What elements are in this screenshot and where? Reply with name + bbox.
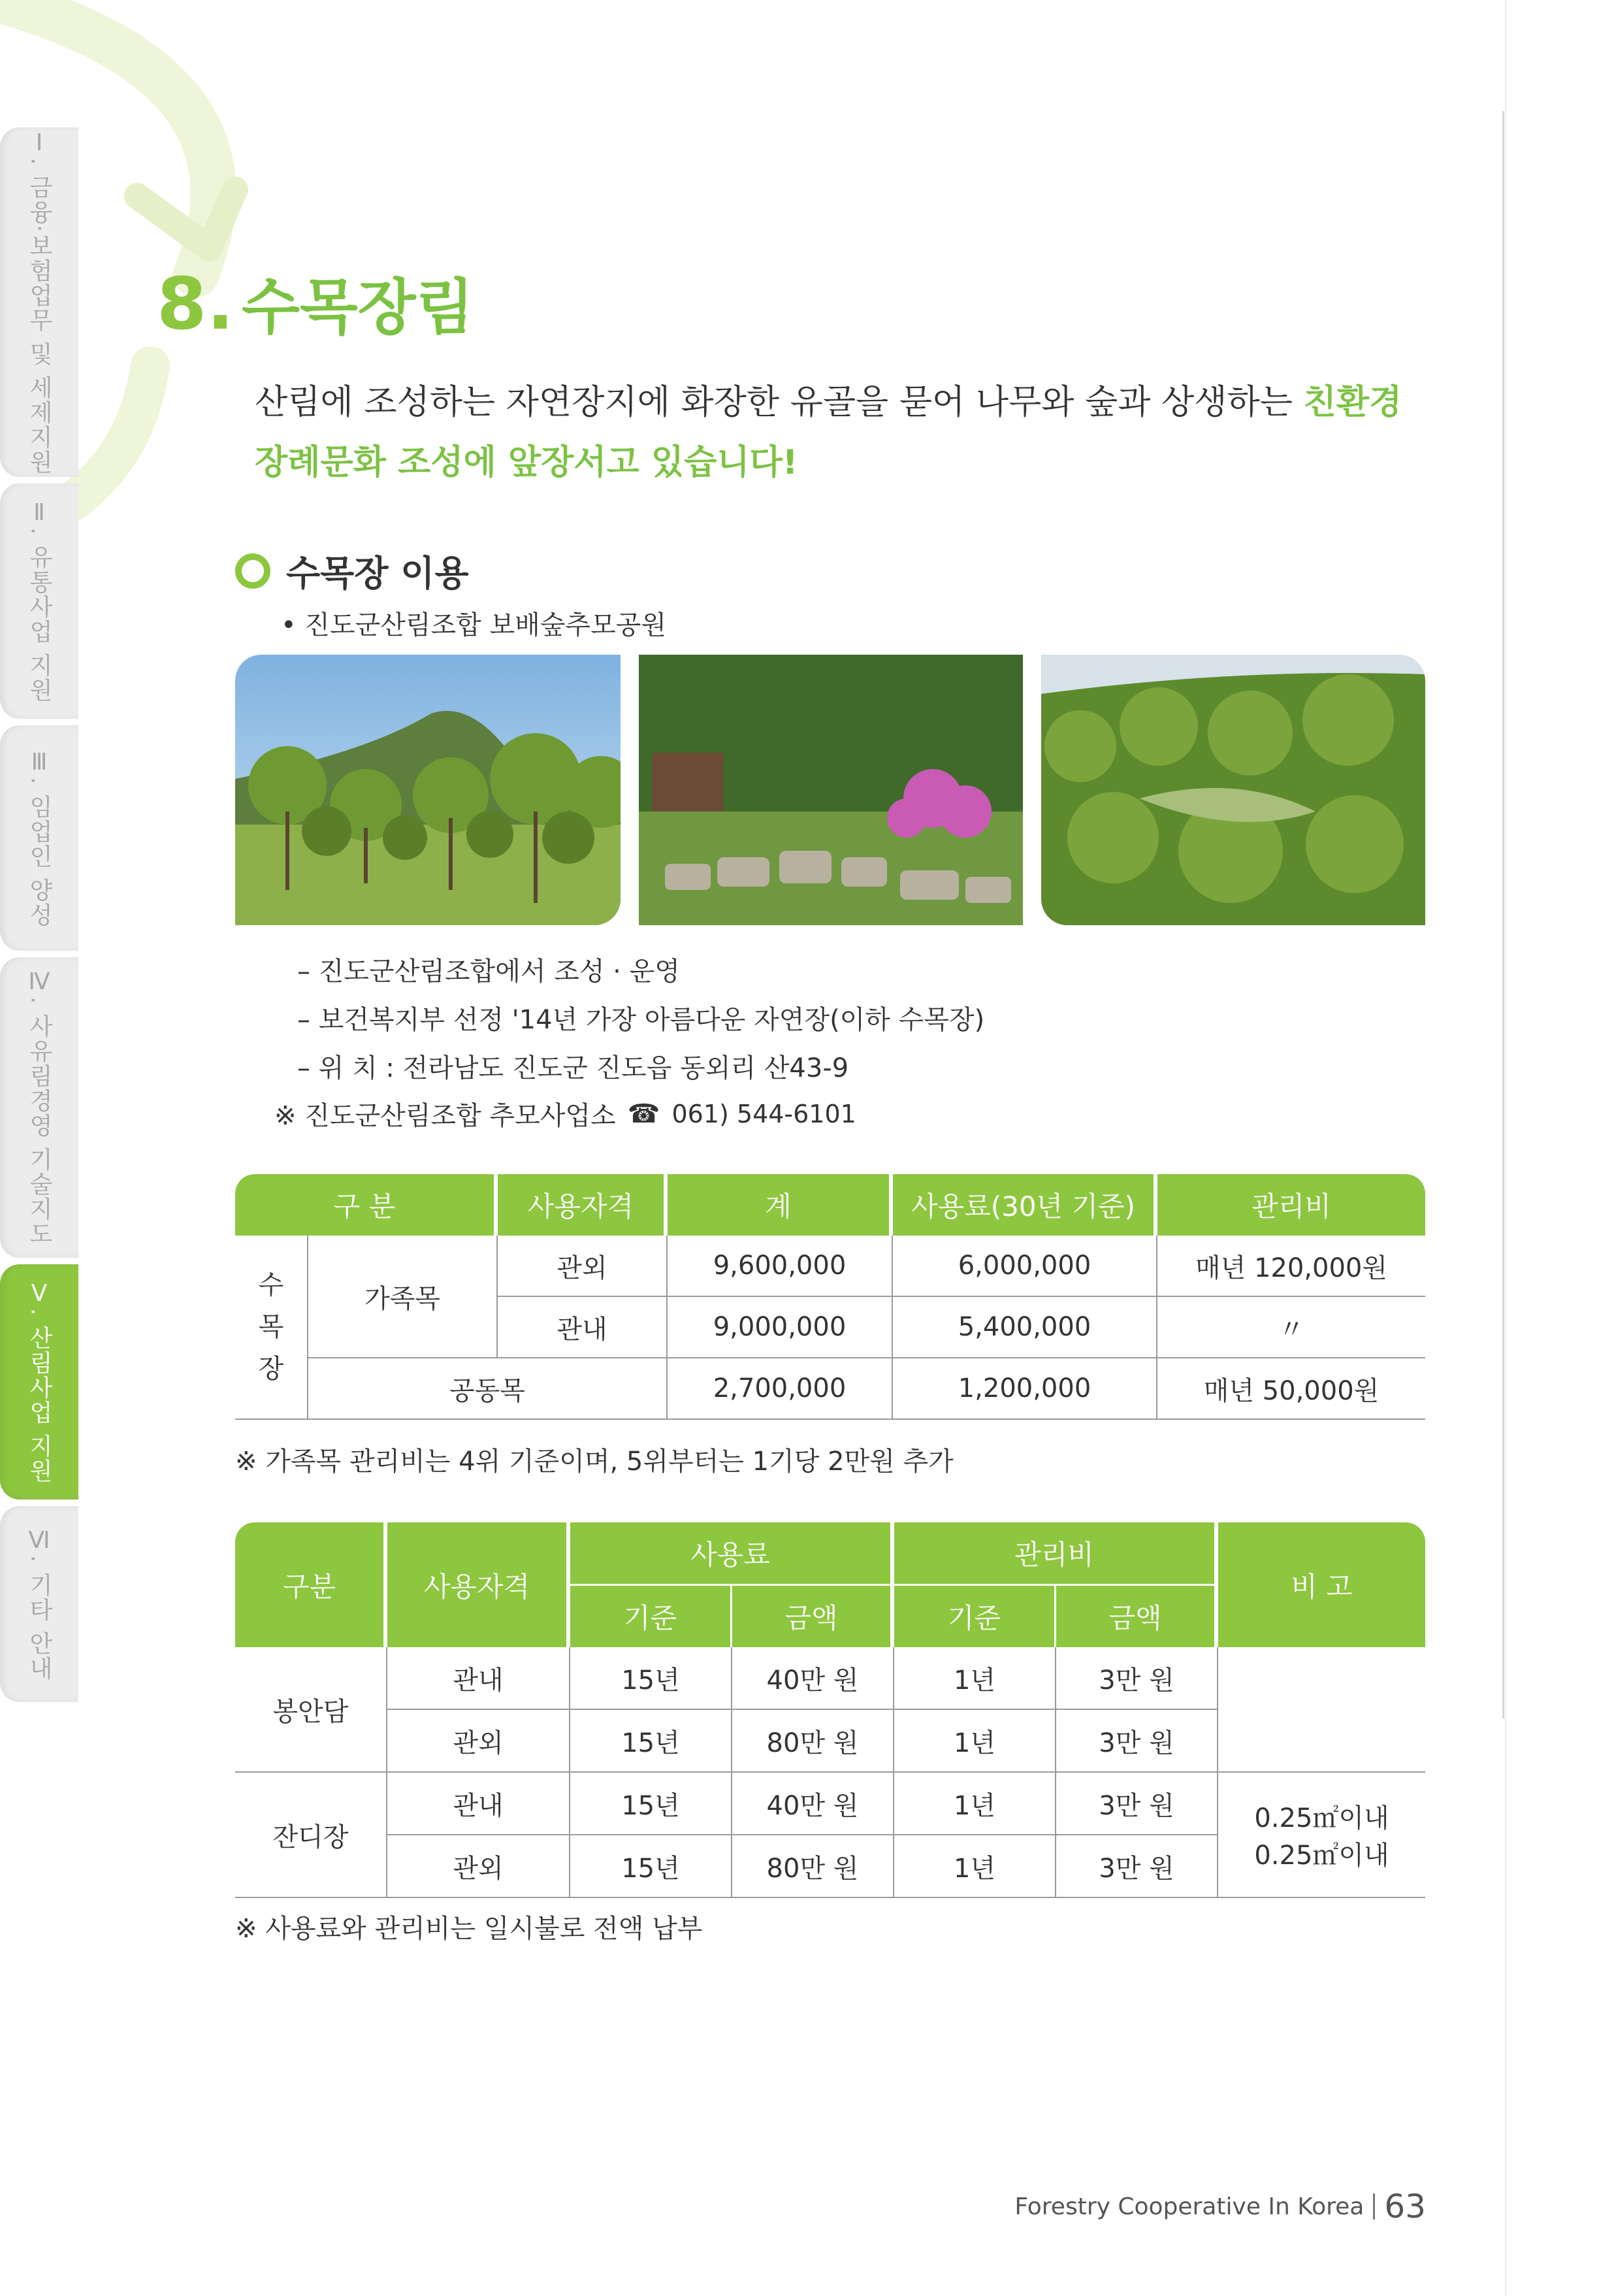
type-label-lawn-burial: 잔디장 xyxy=(235,1773,387,1898)
table-cell: 2,700,000 xyxy=(668,1358,893,1420)
group-char: 수 xyxy=(258,1270,284,1300)
table-cell: 1년 xyxy=(894,1835,1056,1898)
header-qualification: 사용자격 xyxy=(387,1522,570,1647)
tab-label: Ⅱ. 유통사업 지원 xyxy=(25,499,53,703)
tab-label: Ⅳ. 사유림경영 기술지도 xyxy=(25,968,53,1247)
intro-text: 산림에 조성하는 자연장지에 화장한 유골을 묻어 나무와 숲과 상생하는 xyxy=(255,383,1304,422)
table-cell: 매년 50,000원 xyxy=(1157,1358,1425,1420)
header-qualification: 사용자격 xyxy=(498,1174,668,1236)
page-footer xyxy=(1014,2188,1426,2225)
tab-chapter-6[interactable] xyxy=(0,1506,78,1702)
header-fee-basis: 기준 xyxy=(570,1584,732,1647)
header-mgmt-amount: 금액 xyxy=(1056,1584,1218,1647)
header-usage-fee: 사용료(30년 기준) xyxy=(893,1174,1157,1236)
family-tree-label: 가족목 xyxy=(308,1236,498,1358)
table-cell: 1년 xyxy=(894,1647,1056,1710)
table-cell: 15년 xyxy=(570,1647,732,1710)
table-cell: 매년 120,000원 xyxy=(1157,1236,1425,1297)
facility-name: • 진도군산림조합 보배숲추모공원 xyxy=(281,610,666,640)
header-fee-amount: 금액 xyxy=(732,1584,894,1647)
tab-chapter-3[interactable] xyxy=(0,725,78,951)
group-char: 목 xyxy=(258,1312,284,1342)
table-cell: 15년 xyxy=(570,1835,732,1898)
header-usage-fee: 사용료 xyxy=(570,1522,894,1584)
photo-garden-rocks xyxy=(639,655,1023,925)
intro-highlight: 장례문화 조성에 앞장서고 있습니다! xyxy=(255,443,798,482)
tab-label: Ⅵ. 기타 안내 xyxy=(25,1527,53,1681)
tab-label: Ⅰ. 금융·보험업무 및 세제지원 xyxy=(25,129,53,475)
header-remark: 비 고 xyxy=(1218,1522,1425,1647)
remark-line: 0.25㎡이내 xyxy=(1254,1803,1389,1833)
table-cell: 15년 xyxy=(570,1773,732,1835)
photo-hillside-forest xyxy=(1041,655,1425,925)
table-cell: 3만 원 xyxy=(1056,1835,1218,1898)
footer-divider xyxy=(1373,2193,1375,2220)
table-cell: 40만 원 xyxy=(732,1647,894,1710)
facility-info xyxy=(297,947,984,1092)
contact-note xyxy=(274,1095,856,1132)
remark-cell-empty xyxy=(1218,1647,1425,1773)
footer-text: Forestry Cooperative In Korea xyxy=(1014,2193,1365,2220)
info-line-operator: – 진도군산림조합에서 조성 · 운영 xyxy=(297,957,680,987)
section-number: 8. xyxy=(157,262,234,346)
contact-label: ※ 진도군산림조합 추모사업소 xyxy=(274,1101,616,1131)
intro-highlight: 친환경 xyxy=(1303,383,1402,422)
table-cell: 80만 원 xyxy=(732,1710,894,1773)
table-cell: 1,200,000 xyxy=(893,1358,1157,1420)
info-line-location: – 위 치 : 전라남도 진도군 진도읍 동외리 산43-9 xyxy=(297,1053,849,1083)
table-cell: 3만 원 xyxy=(1056,1773,1218,1835)
table-cell: 관내 xyxy=(387,1773,570,1835)
header-management-fee: 관리비 xyxy=(1157,1174,1425,1236)
subsection-heading xyxy=(235,546,469,596)
table-cell: 〃 xyxy=(1157,1297,1425,1358)
subsection-title: 수목장 이용 xyxy=(286,553,469,594)
intro-paragraph xyxy=(255,372,1430,493)
remark-cell xyxy=(1218,1773,1425,1898)
table-cell: 관외 xyxy=(498,1236,668,1297)
tab-chapter-1[interactable] xyxy=(0,127,78,477)
header-mgmt-basis: 기준 xyxy=(894,1584,1056,1647)
table-cell: 15년 xyxy=(570,1710,732,1773)
phone-number: 061) 544-6101 xyxy=(671,1099,856,1128)
fee-table-columbarium xyxy=(235,1522,1425,1898)
table-cell: 3만 원 xyxy=(1056,1647,1218,1710)
table-cell: 9,600,000 xyxy=(668,1236,893,1297)
header-type: 구분 xyxy=(235,1522,387,1647)
type-label-columbarium-wall: 봉안담 xyxy=(235,1647,387,1773)
remark-line: 0.25㎡이내 xyxy=(1254,1841,1389,1871)
tab-chapter-5-active[interactable] xyxy=(0,1264,78,1500)
tab-label: Ⅲ. 임업인 양성 xyxy=(25,748,53,928)
tab-rail xyxy=(1502,111,1504,1718)
table-cell: 3만 원 xyxy=(1056,1710,1218,1773)
table-cell: 관외 xyxy=(387,1710,570,1773)
table-cell: 40만 원 xyxy=(732,1773,894,1835)
fee-table-tree-burial xyxy=(235,1174,1425,1420)
table-cell: 관내 xyxy=(498,1297,668,1358)
section-title: 수목장림 xyxy=(242,272,474,342)
header-management-fee: 관리비 xyxy=(894,1522,1218,1584)
table-cell: 관내 xyxy=(387,1647,570,1710)
table-cell: 5,400,000 xyxy=(893,1297,1157,1358)
table1-footnote: ※ 가족목 관리비는 4위 기준이며, 5위부터는 1기당 2만원 추가 xyxy=(235,1447,954,1477)
table-cell: 6,000,000 xyxy=(893,1236,1157,1297)
group-char: 장 xyxy=(258,1354,284,1384)
table-cell: 1년 xyxy=(894,1773,1056,1835)
table-cell: 9,000,000 xyxy=(668,1297,893,1358)
header-category: 구 분 xyxy=(235,1174,498,1236)
circle-bullet-icon xyxy=(235,553,270,589)
photo-tree-grove xyxy=(235,655,621,925)
group-label-tree-burial xyxy=(235,1236,308,1420)
tab-label: Ⅴ. 산림사업 지원 xyxy=(25,1280,53,1484)
page-number: 63 xyxy=(1384,2188,1426,2225)
info-line-award: – 보건복지부 선정 '14년 가장 아름다운 자연장(이하 수목장) xyxy=(297,1005,985,1035)
table2-footnote: ※ 사용료와 관리비는 일시불로 전액 납부 xyxy=(235,1914,703,1944)
page-edge-line xyxy=(1505,0,1506,2296)
common-tree-label: 공동목 xyxy=(308,1358,668,1420)
tab-chapter-2[interactable] xyxy=(0,484,78,719)
tab-chapter-4[interactable] xyxy=(0,957,78,1258)
table-cell: 관외 xyxy=(387,1835,570,1898)
header-total: 계 xyxy=(668,1174,893,1236)
table-cell: 1년 xyxy=(894,1710,1056,1773)
table-cell: 80만 원 xyxy=(732,1835,894,1898)
phone-icon: ☎ xyxy=(627,1098,660,1129)
